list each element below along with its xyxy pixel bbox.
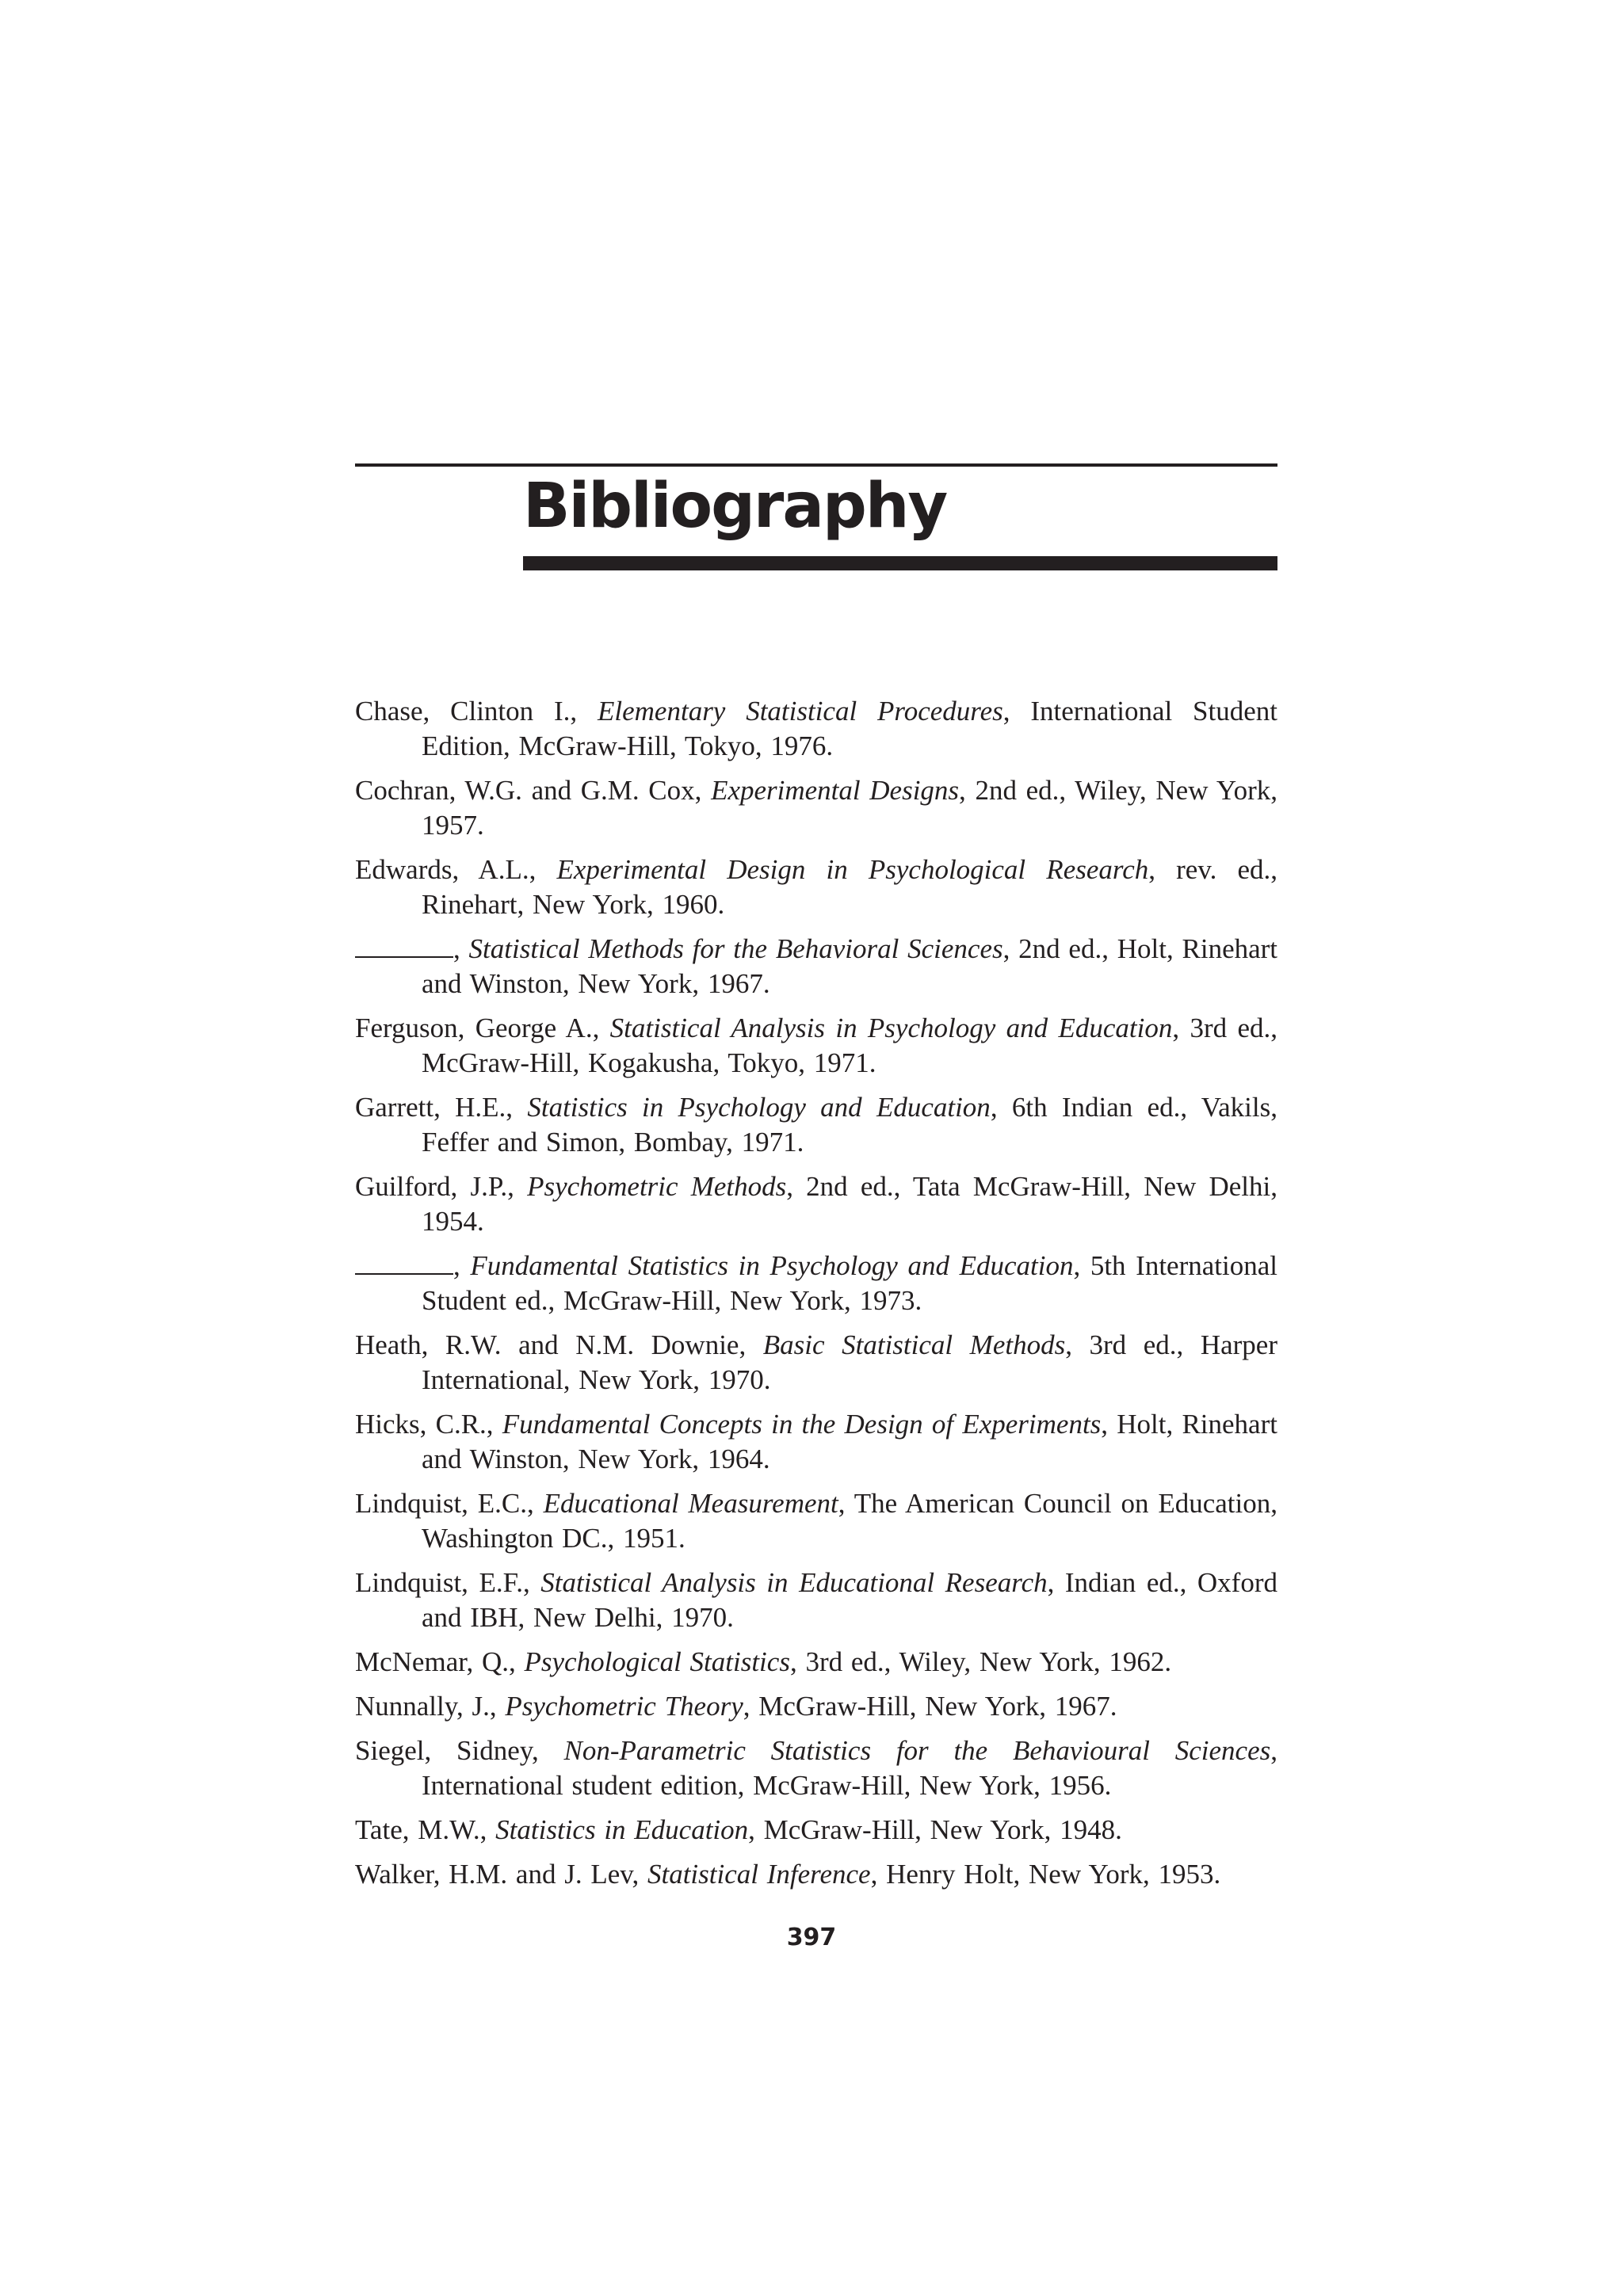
entry-publication: , 5th International Student ed., McGraw-Hill, New York, 1973. xyxy=(422,1250,1277,1316)
bibliography-entry xyxy=(355,1011,1277,1081)
ditto-dash xyxy=(355,933,453,958)
bibliography-entry xyxy=(355,932,1277,1001)
entry-author: Hicks, C.R., xyxy=(355,1409,502,1440)
entry-author: Lindquist, E.C., xyxy=(355,1488,544,1519)
entry-publication: , Holt, Rinehart and Winston, New York, 1964. xyxy=(422,1409,1277,1474)
bibliography-entry xyxy=(355,1249,1277,1318)
entry-publication: , McGraw-Hill, New York, 1967. xyxy=(743,1691,1117,1722)
entry-title: Psychological Statistics xyxy=(524,1646,790,1677)
entry-title: Statistics in Psychology and Education xyxy=(527,1092,991,1123)
entry-author: Tate, M.W., xyxy=(355,1814,496,1845)
entry-publication: , rev. ed., Rinehart, New York, 1960. xyxy=(422,854,1278,920)
entry-author: Garrett, H.E., xyxy=(355,1092,528,1123)
entry-publication: , Indian ed., Oxford and IBH, New Delhi, 1970. xyxy=(422,1567,1277,1633)
bibliography-entry xyxy=(355,1090,1277,1160)
entry-author: McNemar, Q., xyxy=(355,1646,525,1677)
page-title: Bibliography xyxy=(523,471,947,542)
bibliography-entry xyxy=(355,1169,1277,1239)
entry-publication: , 2nd ed., Wiley, New York, 1957. xyxy=(422,775,1278,841)
entry-title: Statistical Inference xyxy=(647,1859,871,1890)
entry-title: Experimental Designs xyxy=(711,775,960,806)
top-rule xyxy=(355,463,1277,467)
entry-publication: , International Student Edition, McGraw-Hill, Tokyo, 1976. xyxy=(422,696,1278,761)
entry-title: Elementary Statistical Procedures xyxy=(598,696,1003,727)
entry-title: Fundamental Statistics in Psychology and Education xyxy=(470,1250,1074,1281)
entry-author: Heath, R.W. and N.M. Downie, xyxy=(355,1329,763,1360)
bibliography-list xyxy=(355,694,1277,1901)
entry-author: Lindquist, E.F., xyxy=(355,1567,541,1598)
entry-author: Chase, Clinton I., xyxy=(355,696,598,727)
entry-title: Statistical Methods for the Behavioral Sciences xyxy=(468,933,1003,964)
bibliography-entry xyxy=(355,852,1277,922)
entry-title: Non-Parametric Statistics for the Behavioural Sciences xyxy=(563,1735,1271,1766)
entry-author: Cochran, W.G. and G.M. Cox, xyxy=(355,775,712,806)
entry-publication: , McGraw-Hill, New York, 1948. xyxy=(748,1814,1122,1845)
entry-author: Nunnally, J., xyxy=(355,1691,506,1722)
bibliography-entry xyxy=(355,1733,1277,1803)
entry-title: Basic Statistical Methods xyxy=(762,1329,1066,1360)
entry-author: Guilford, J.P., xyxy=(355,1171,528,1202)
entry-author: Edwards, A.L., xyxy=(355,854,557,885)
entry-author: , xyxy=(453,933,469,964)
bibliography-entry xyxy=(355,1328,1277,1398)
entry-publication: , 3rd ed., Harper International, New York, 1970. xyxy=(422,1329,1277,1395)
entry-title: Statistical Analysis in Educational Research xyxy=(540,1567,1048,1598)
bibliography-entry xyxy=(355,773,1277,843)
entry-publication: , 2nd ed., Tata McGraw-Hill, New Delhi, 1954. xyxy=(422,1171,1277,1237)
entry-author: Walker, H.M. and J. Lev, xyxy=(355,1859,647,1890)
bibliography-entry xyxy=(355,1645,1277,1680)
entry-author: Ferguson, George A., xyxy=(355,1013,610,1043)
entry-publication: , The American Council on Education, Washington DC., 1951. xyxy=(422,1488,1278,1554)
title-underline-bar xyxy=(523,556,1277,570)
entry-title: Statistical Analysis in Psychology and Education xyxy=(609,1013,1173,1043)
page-number: 397 xyxy=(786,1924,837,1951)
bibliography-entry xyxy=(355,1813,1277,1848)
entry-title: Psychometric Theory xyxy=(505,1691,743,1722)
bibliography-entry xyxy=(355,1566,1277,1635)
entry-title: Psychometric Methods xyxy=(527,1171,787,1202)
bibliography-entry xyxy=(355,1486,1277,1556)
entry-publication: , 3rd ed., Wiley, New York, 1962. xyxy=(789,1646,1172,1677)
bibliography-entry xyxy=(355,1689,1277,1724)
entry-title: Educational Measurement xyxy=(543,1488,838,1519)
entry-title: Fundamental Concepts in the Design of Experiments xyxy=(502,1409,1102,1440)
entry-publication: , 6th Indian ed., Vakils, Feffer and Simon, Bombay, 1971. xyxy=(422,1092,1278,1158)
bibliography-entry xyxy=(355,1857,1277,1892)
entry-author: Siegel, Sidney, xyxy=(355,1735,564,1766)
bibliography-entry xyxy=(355,694,1277,764)
entry-publication: , International student edition, McGraw-Hill, New York, 1956. xyxy=(422,1735,1277,1801)
entry-publication: , 3rd ed., McGraw-Hill, Kogakusha, Tokyo, 1971. xyxy=(422,1013,1277,1078)
ditto-dash xyxy=(355,1249,453,1275)
bibliography-entry xyxy=(355,1407,1277,1477)
entry-publication: , Henry Holt, New York, 1953. xyxy=(870,1859,1221,1890)
entry-title: Statistics in Education xyxy=(495,1814,749,1845)
entry-title: Experimental Design in Psychological Research xyxy=(556,854,1149,885)
entry-author: , xyxy=(453,1250,471,1281)
entry-publication: , 2nd ed., Holt, Rinehart and Winston, New York, 1967. xyxy=(422,933,1278,999)
